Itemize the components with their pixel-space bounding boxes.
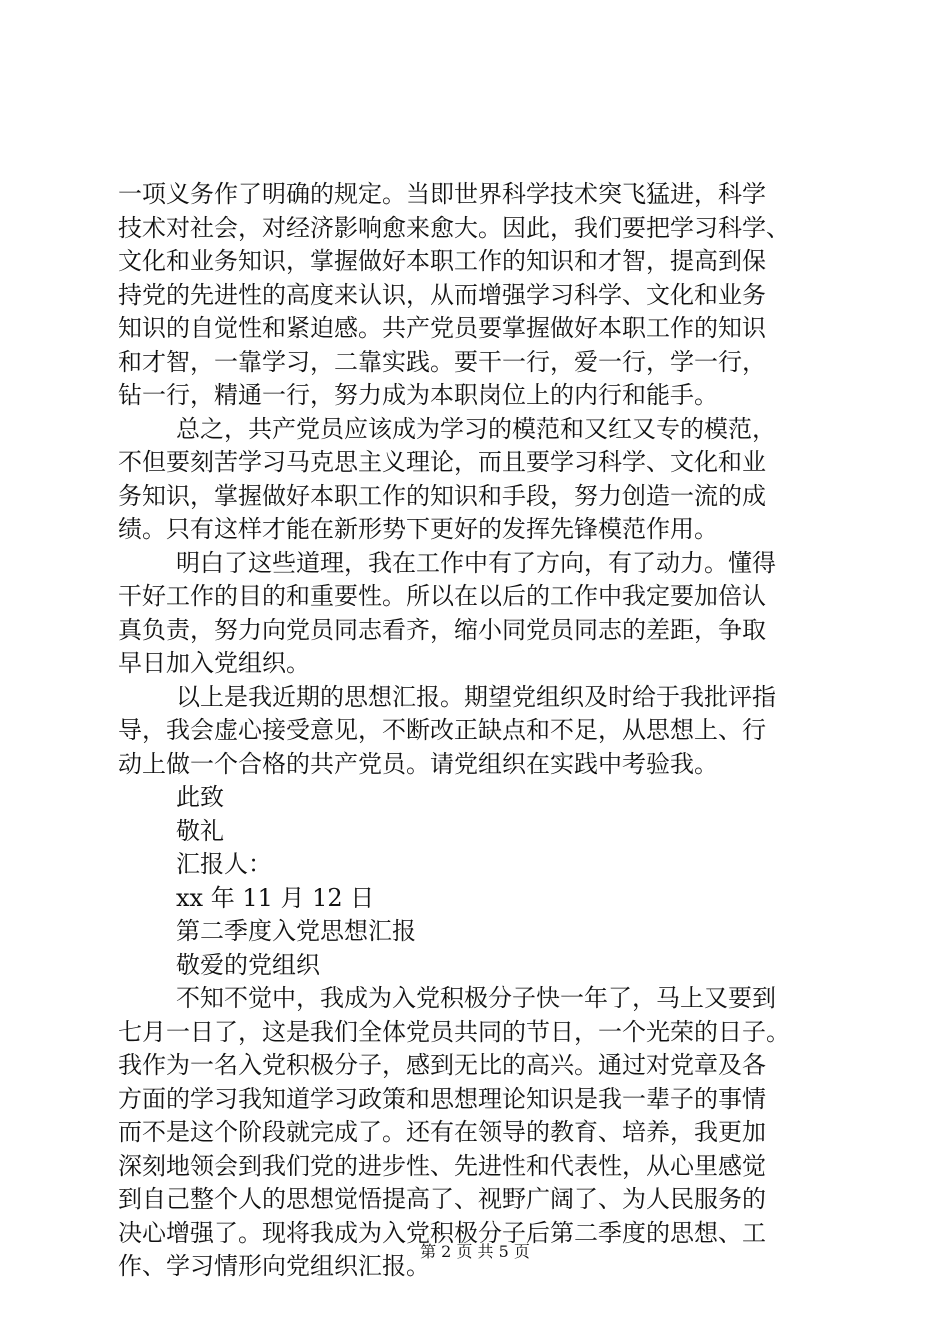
- page-number-footer: 第 2 页 共 5 页: [420, 1242, 530, 1261]
- text-line: 总之，共产党员应该成为学习的模范和又红又专的模范，: [176, 414, 776, 443]
- text-line: 绩。只有这样才能在新形势下更好的发挥先锋模范作用。: [118, 515, 718, 543]
- text-line: 不知不觉中，我成为入党积极分子快一年了，马上又要到: [176, 984, 776, 1012]
- closing-regards: 敬礼: [176, 816, 224, 845]
- reporter-label: 汇报人：: [176, 850, 272, 878]
- text-line: 七月一日了，这是我们全体党员共同的节日，一个光荣的日子。: [118, 1017, 790, 1046]
- text-line: 深刻地领会到我们党的进步性、先进性和代表性，从心里感觉: [118, 1151, 766, 1180]
- text-line: 持党的先进性的高度来认识，从而增强学习科学、文化和业务: [118, 280, 766, 309]
- text-line: 到自己整个人的思想觉悟提高了、视野广阔了、为人民服务的: [118, 1185, 766, 1213]
- text-line: 钻一行，精通一行，努力成为本职岗位上的内行和能手。: [118, 381, 718, 409]
- closing-salutation: 此致: [176, 783, 224, 811]
- text-line: 知识的自觉性和紧迫感。共产党员要掌握做好本职工作的知识: [118, 314, 766, 342]
- report-date: xx 年 11 月 12 日: [176, 883, 375, 912]
- text-line: 决心增强了。现将我成为入党积极分子后第二季度的思想、工: [118, 1218, 766, 1247]
- greeting: 敬爱的党组织: [176, 950, 320, 979]
- text-line: 务知识，掌握做好本职工作的知识和手段，努力创造一流的成: [118, 481, 766, 510]
- text-line: 作、学习情形向党组织汇报。: [118, 1252, 430, 1280]
- text-line: 明白了这些道理，我在工作中有了方向，有了动力。懂得: [176, 548, 776, 577]
- text-line: 和才智，一靠学习，二靠实践。要干一行，爱一行，学一行，: [118, 347, 766, 376]
- text-line: 动上做一个合格的共产党员。请党组织在实践中考验我。: [118, 749, 718, 778]
- text-line: 早日加入党组织。: [118, 649, 310, 677]
- text-line: 而不是这个阶段就完成了。还有在领导的教育、培养，我更加: [118, 1118, 766, 1146]
- text-line: 真负责，努力向党员同志看齐，缩小同党员同志的差距，争取: [118, 615, 766, 644]
- text-line: 不但要刻苦学习马克思主义理论，而且要学习科学、文化和业: [118, 448, 766, 476]
- text-line: 导，我会虚心接受意见，不断改正缺点和不足，从思想上、行: [118, 716, 766, 744]
- text-line: 以上是我近期的思想汇报。期望党组织及时给于我批评指: [176, 682, 776, 711]
- text-line: 方面的学习我知道学习政策和思想理论知识是我一辈子的事情: [118, 1084, 766, 1113]
- text-line: 我作为一名入党积极分子，感到无比的高兴。通过对党章及各: [118, 1051, 766, 1079]
- section-title: 第二季度入党思想汇报: [176, 917, 416, 945]
- text-line: 文化和业务知识，掌握做好本职工作的知识和才智，提高到保: [118, 247, 766, 275]
- document-body: [118, 178, 838, 1284]
- text-line: 技术对社会，对经济影响愈来愈大。因此，我们要把学习科学、: [118, 213, 790, 242]
- text-line: 一项义务作了明确的规定。当即世界科学技术突飞猛进，科学: [118, 180, 766, 208]
- text-line: 干好工作的目的和重要性。所以在以后的工作中我定要加倍认: [118, 582, 766, 610]
